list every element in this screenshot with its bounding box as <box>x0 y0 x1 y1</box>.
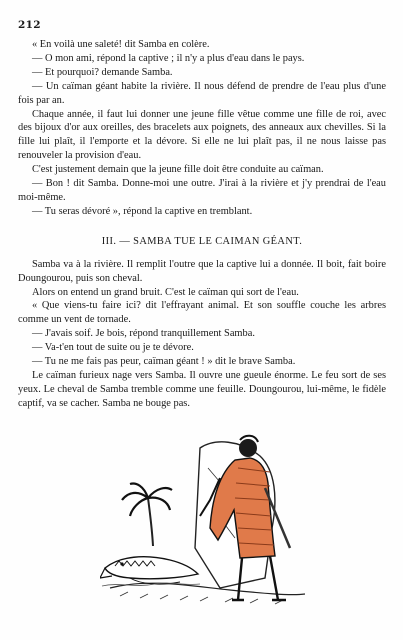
paragraph: — Tu seras dévoré », répond la captive en tremblant. <box>32 205 253 217</box>
paragraph: — Et pourquoi? demande Samba. <box>32 66 173 78</box>
page-number: 212 <box>18 19 41 31</box>
paragraph: Le caïman furieux nage vers Samba. Il ouvre une gueule énorme. Le feu sort de ses yeux. Le cheval de Samba tremble comme une feuille. Doungourou, lui-même, le fidèle captif, va se cacher. Samba ne bouge pas. <box>18 369 386 409</box>
section-title: III. — SAMBA TUE LE CAIMAN GÉANT. <box>101 235 303 247</box>
paragraph: — Va-t'en tout de suite ou je te dévore. <box>32 342 194 354</box>
paragraph: — O mon ami, répond la captive ; il n'y a plus d'eau dans le pays. <box>32 52 305 64</box>
paragraph: — Bon ! dit Samba. Donne-moi une outre. J'irai à la rivière et j'y prendrai de l'eau moi-même. <box>18 178 386 203</box>
paragraph: Samba va à la rivière. Il remplit l'outre que la captive lui a donnée. Il boit, fait boire Doungourou, puis son cheval. <box>18 258 386 284</box>
paragraph: « Que viens-tu faire ici? dit l'effrayant animal. Et son souffle couche les arbres comme un vent de tornade. <box>18 300 386 326</box>
palm-tree <box>122 484 172 546</box>
paragraph: — J'avais soif. Je bois, répond tranquillement Samba. <box>32 328 255 340</box>
paragraph: Alors on entend un grand bruit. C'est le caïman qui sort de l'eau. <box>32 286 299 298</box>
caiman <box>100 557 198 584</box>
paragraph: C'est justement demain que la jeune fille doit être conduite au caïman. <box>32 164 324 176</box>
paragraph: — Un caïman géant habite la rivière. Il nous défend de prendre de l'eau plus d'une fois par an. <box>18 80 386 106</box>
page-text <box>18 38 386 411</box>
samba-caiman-illustration <box>100 428 305 618</box>
paragraph: — Tu ne me fais pas peur, caïman géant ! » dit le brave Samba. <box>32 356 296 368</box>
paragraph: « En voilà une saleté! dit Samba en colère. <box>32 39 210 50</box>
paragraph: Chaque année, il faut lui donner une jeune fille vêtue comme une fille de roi, avec des bijoux d'or aux oreilles, des bracelets aux poignets, des anneaux aux chevilles. Si la fille lui plaît, il l'emporte et la dévore. Si elle ne lui plaît pas, il ne nous laisse pas renouveler la provision d'eau. <box>18 108 386 162</box>
